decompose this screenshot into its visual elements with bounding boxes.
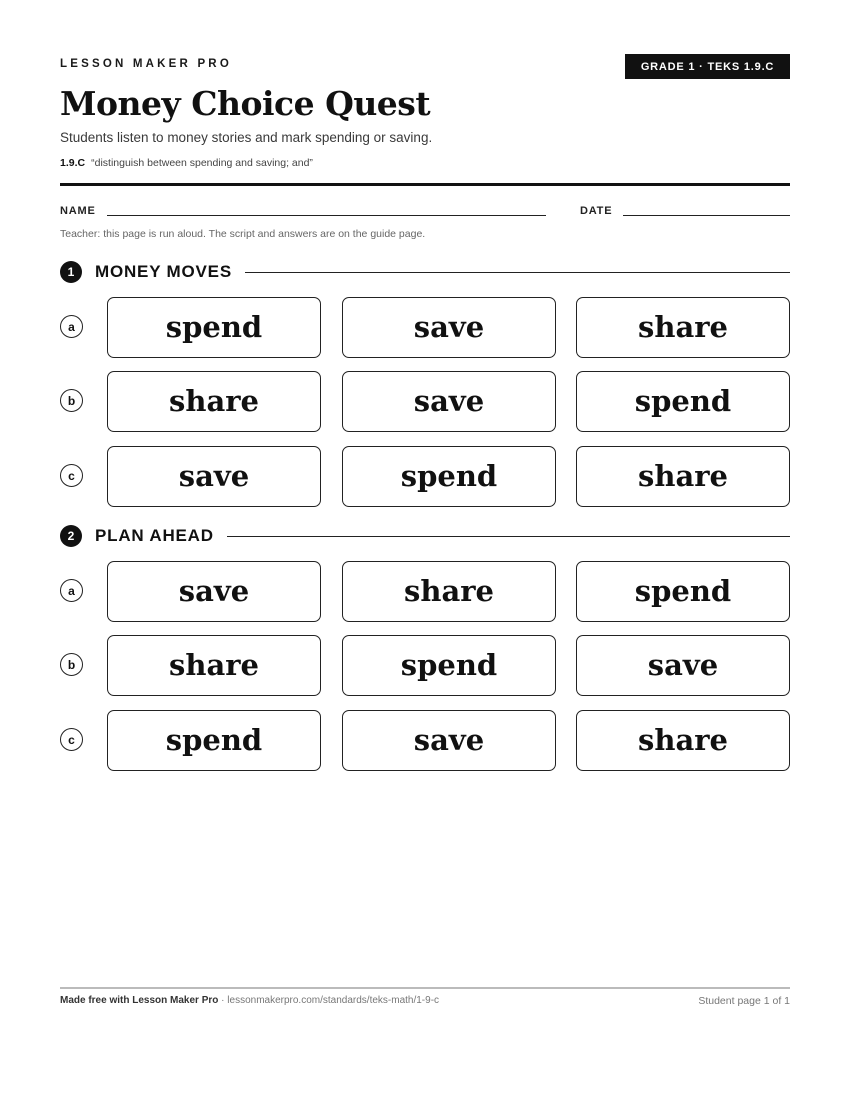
page-subtitle: Students listen to money stories and mark spending or saving. <box>60 130 433 145</box>
section-title: PLAN AHEAD <box>95 526 214 545</box>
name-label: NAME <box>60 205 96 217</box>
choice-box[interactable]: spend <box>576 371 790 432</box>
row-letter-badge: b <box>60 389 83 412</box>
choice-box[interactable]: spend <box>107 297 321 358</box>
brand-name: LESSON MAKER PRO <box>60 58 232 70</box>
choice-box[interactable]: save <box>342 371 556 432</box>
section-heading <box>60 260 790 284</box>
choice-box[interactable]: spend <box>107 710 321 771</box>
question-row <box>60 710 790 772</box>
choice-box[interactable]: share <box>576 297 790 358</box>
choice-box[interactable]: save <box>107 446 321 507</box>
date-field-line[interactable] <box>623 215 790 216</box>
date-label: DATE <box>580 205 613 217</box>
question-row <box>60 561 790 623</box>
choice-box[interactable]: spend <box>342 446 556 507</box>
section-title: MONEY MOVES <box>95 262 232 281</box>
choice-box[interactable]: save <box>342 710 556 771</box>
choice-box[interactable]: share <box>576 446 790 507</box>
choice-box[interactable]: spend <box>576 561 790 622</box>
standard-code: 1.9.C <box>60 157 86 169</box>
grade-badge: GRADE 1 · TEKS 1.9.C <box>625 54 790 79</box>
section-rule <box>227 536 790 537</box>
name-field-line[interactable] <box>107 215 546 216</box>
choice-box[interactable]: share <box>342 561 556 622</box>
footer-separator: · <box>218 995 228 1006</box>
choice-box[interactable]: share <box>107 635 321 696</box>
row-letter-badge: b <box>60 653 83 676</box>
header-divider <box>60 183 790 186</box>
row-letter-badge: c <box>60 728 83 751</box>
footer-made-with: Made free with Lesson Maker Pro <box>60 995 219 1006</box>
choice-box[interactable]: share <box>107 371 321 432</box>
section-heading <box>60 524 790 548</box>
question-row <box>60 371 790 433</box>
page-title: Money Choice Quest <box>60 84 431 123</box>
question-row <box>60 446 790 508</box>
choice-box[interactable]: share <box>576 710 790 771</box>
standard-text: “distinguish between spending and saving; and” <box>91 157 313 169</box>
choice-box[interactable]: spend <box>342 635 556 696</box>
row-letter-badge: a <box>60 315 83 338</box>
footer-page-info: Student page 1 of 1 <box>698 995 790 1007</box>
footer-credit <box>60 995 439 1006</box>
teacher-note: Teacher: this page is run aloud. The script and answers are on the guide page. <box>60 228 426 240</box>
section-rule <box>245 272 790 273</box>
footer-divider <box>60 987 790 989</box>
question-row <box>60 635 790 697</box>
row-letter-badge: a <box>60 579 83 602</box>
choice-box[interactable]: save <box>107 561 321 622</box>
footer-url[interactable]: lessonmakerpro.com/standards/teks-math/1-9-c <box>227 995 440 1006</box>
section-number-badge: 1 <box>60 261 82 283</box>
choice-box[interactable]: save <box>576 635 790 696</box>
question-row <box>60 297 790 359</box>
row-letter-badge: c <box>60 464 83 487</box>
standard-reference <box>60 157 313 169</box>
section-number-badge: 2 <box>60 525 82 547</box>
choice-box[interactable]: save <box>342 297 556 358</box>
